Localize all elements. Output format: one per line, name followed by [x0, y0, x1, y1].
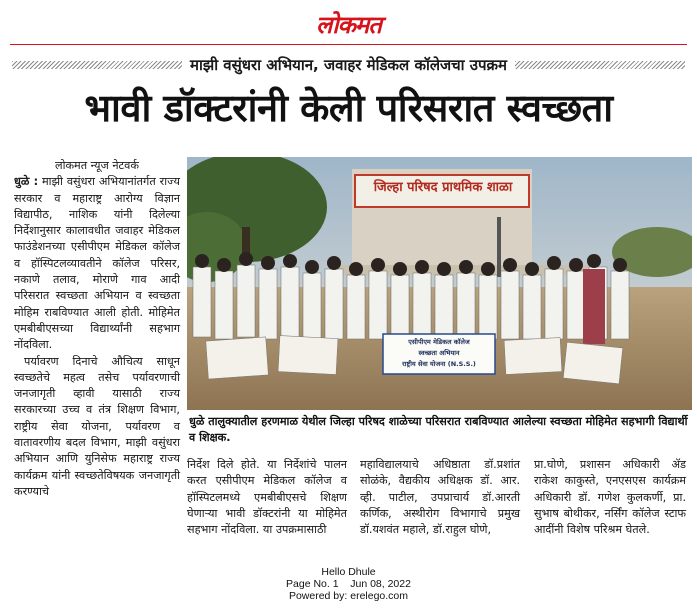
banner-line-3: राष्ट्रीय सेवा योजना (N.S.S.)	[402, 360, 476, 368]
dateline: धुळे :	[14, 175, 39, 189]
footer-powered-by: Powered by: erelego.com	[288, 590, 409, 602]
footer-edition: Hello Dhule	[321, 566, 376, 578]
banner	[385, 337, 493, 370]
banner-line-2: स्वच्छता अभियान	[418, 349, 460, 357]
headline: भावी डॉक्टरांनी केली परिसरात स्वच्छता	[84, 86, 613, 130]
article-column-4: प्रा.घोणे, प्रशासन अधिकारी ॲड राकेश काकुस्ते, एनएसएस कार्यक्रम अधिकारी डॉ. गणेश कुलकर्णी, प्रा. सुभाष बोथीकर, नर्सिंग कॉलेज स्टाफ आदींनी विशेष परिश्रम घेतले.	[534, 458, 686, 537]
photo-caption: धुळे तालुक्यातील हरणमाळ येथील जिल्हा परिषद शाळेच्या परिसरात राबविण्यात आलेल्या स्वच्छता मोहिमेत सहभागी विद्यार्थी व शिक्षक.	[189, 415, 688, 444]
hatch-left	[12, 61, 182, 69]
article-column-1	[14, 158, 180, 500]
masthead	[0, 2, 697, 42]
banner-line-1: एसीपीएम मेडिकल कॉलेज	[408, 338, 470, 346]
paragraph-1	[14, 174, 180, 353]
article-column-2: निर्देश दिले होते. या निर्देशांचे पालन करत एसीपीएम मेडिकल कॉलेज व हॉस्पिटलमध्ये एमबीबीएसचे शिक्षण घेणाऱ्या भावी डॉक्टरांनी या मोहिमेत सहभाग नोंदविला. या उपक्रमासाठी	[187, 458, 347, 537]
hatch-right	[515, 61, 685, 69]
kicker-bar	[12, 54, 685, 76]
footer	[0, 566, 697, 602]
paragraph-1-text: माझी वसुंधरा अभियानांतर्गत राज्य सरकार व महाराष्ट्र आरोग्य विज्ञान विद्यापीठ, नाशिक यांनी दिलेल्या निर्देशानुसार कालावधीत जवाहर मेडिकल फाउंडेशनच्या एसीपीएम मेडिकल कॉलेज व हॉस्पिटलव्यावतीने कॉलेज परिसर, नकाणे तलाव, मोराणे गाव आदी परिसरात स्वच्छता अभियान व स्वच्छता मोहिम राबविण्यात आली होती. मोहिमेत एमबीबीएसच्या विद्यार्थ्यांनी सहभाग नोंदविला.	[14, 175, 180, 352]
school-sign-text: जिल्हा परिषद प्राथमिक शाळा	[373, 180, 513, 195]
footer-page-date: Page No. 1 Jun 08, 2022	[286, 578, 411, 590]
masthead-rule	[10, 44, 687, 45]
paragraph-2: पर्यावरण दिनाचे औचित्य साधून स्वच्छतेचे महत्व तसेच पर्यावरणाची जनजागृती व्हावी यासाठी राज्य सरकारच्या उच्च व तंत्र शिक्षण विभाग, राष्ट्रीय सेवा योजना, पर्यावरण व वातावरणीय बदल विभाग, माझी वसुंधरा अभियान आणि युनिसेफ महाराष्ट्र राज्य कार्यक्रम यांनी स्वच्छतेविषयक जनजागृती करण्याचे	[14, 354, 180, 498]
news-photo	[187, 157, 692, 410]
kicker-text: माझी वसुंधरा अभियान, जवाहर मेडिकल कॉलेजचा उपक्रम	[190, 56, 508, 74]
article-column-3: महाविद्यालयाचे अधिष्ठाता डॉ.प्रशांत सोळंके, वैद्यकीय अधिक्षक डॉ. आर. व्ही. पाटील, उपप्राचार्य डॉ.आरती कर्णिक, अस्थीरोग विभागाचे प्रमुख डॉ.यशवंत महाले, डॉ.राहुल घोणे,	[360, 458, 520, 537]
lokmat-logo: लोकमत	[316, 11, 381, 39]
byline: लोकमत न्यूज नेटवर्क	[54, 159, 139, 172]
